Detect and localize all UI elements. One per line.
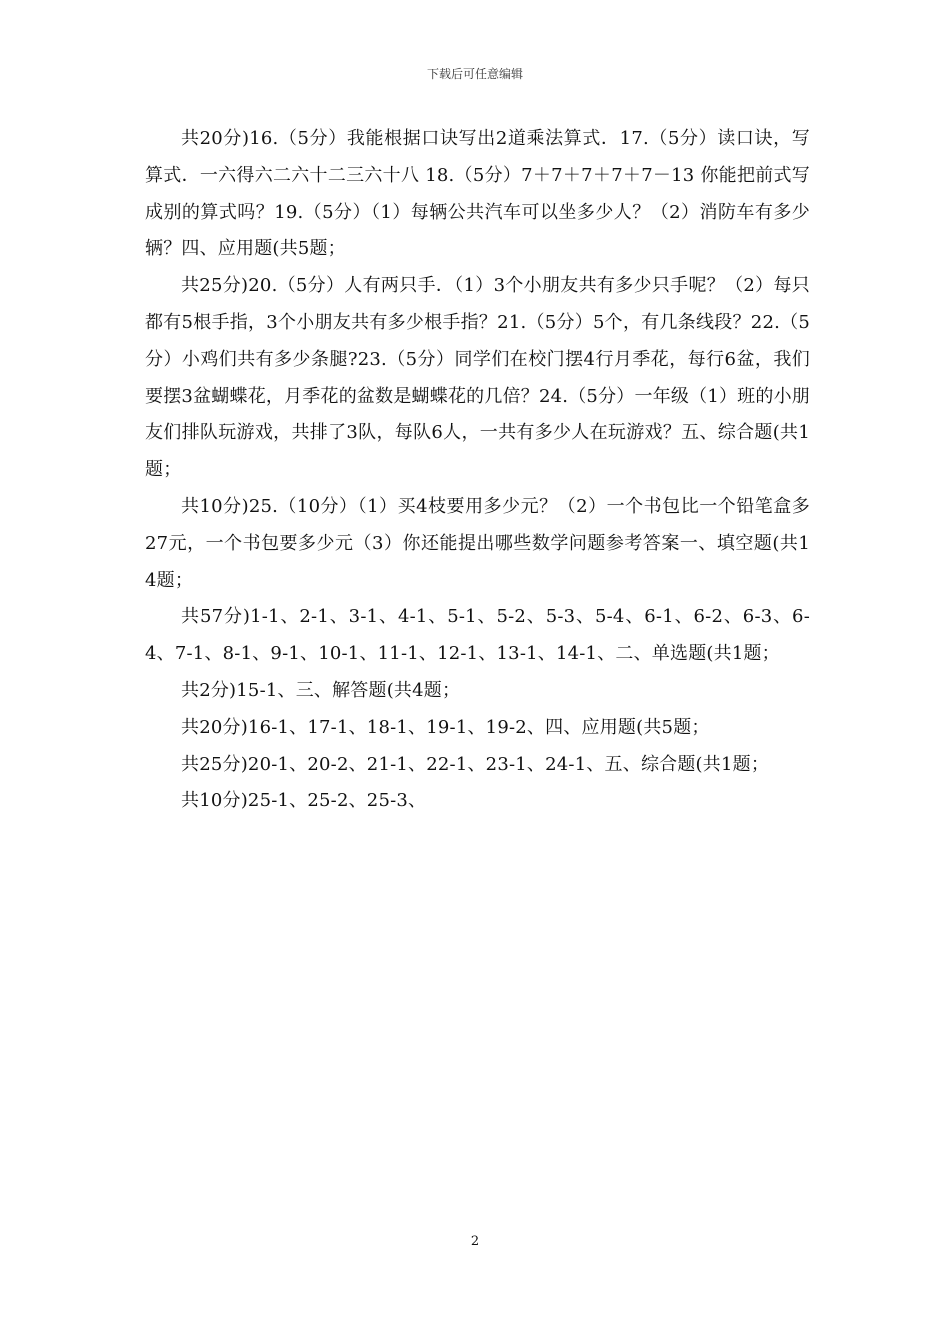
- paragraph-2: 共25分)20.（5分）人有两只手．（1）3个小朋友共有多少只手呢？（2）每只都有5根手指，3个小朋友共有多少根手指？21.（5分）5个，有几条线段？22.（5分）小鸡们共有多少条腿?23.（5分）同学们在校门摆4行月季花，每行6盆，我们要摆3盆蝴蝶花，月季花的盆数是蝴蝶花的几倍？24.（5分）一年级（1）班的小朋友们排队玩游戏，共排了3队，每队6人，一共有多少人在玩游戏？五、综合题(共1题；: [145, 275, 810, 481]
- paragraph-7: 共25分)20-1、20-2、21-1、22-1、23-1、24-1、五、综合题(共1题；: [181, 753, 770, 775]
- paragraph-8: 共10分)25-1、25-2、25-3、: [181, 790, 427, 812]
- page-number: 2: [470, 1234, 480, 1249]
- paragraph-4: 共57分)1-1、2-1、3-1、4-1、5-1、5-2、5-3、5-4、6-1、6-2、6-3、6-4、7-1、8-1、9-1、10-1、11-1、12-1、13-1、14-1、二、单选题(共1题；: [145, 606, 810, 665]
- page-header: 下载后可任意编辑: [426, 67, 523, 81]
- paragraph-5: 共2分)15-1、三、解答题(共4题；: [181, 679, 461, 701]
- paragraph-1: 共20分)16.（5分）我能根据口诀写出2道乘法算式．17.（5分）读口诀，写算式．一六得六二六十二三六十八 18.（5分）7＋7＋7＋7＋7－13 你能把前式写成别的算式吗？19.（5分）（1）每辆公共汽车可以坐多少人？（2）消防车有多少辆？四、应用题(共5题；: [145, 128, 810, 260]
- document-body: [145, 121, 810, 820]
- paragraph-3: 共10分)25.（10分）（1）买4枝要用多少元？（2）一个书包比一个铅笔盒多27元，一个书包要多少元（3）你还能提出哪些数学问题参考答案一、填空题(共14题；: [145, 495, 810, 591]
- paragraph-6: 共20分)16-1、17-1、18-1、19-1、19-2、四、应用题(共5题；: [181, 716, 710, 738]
